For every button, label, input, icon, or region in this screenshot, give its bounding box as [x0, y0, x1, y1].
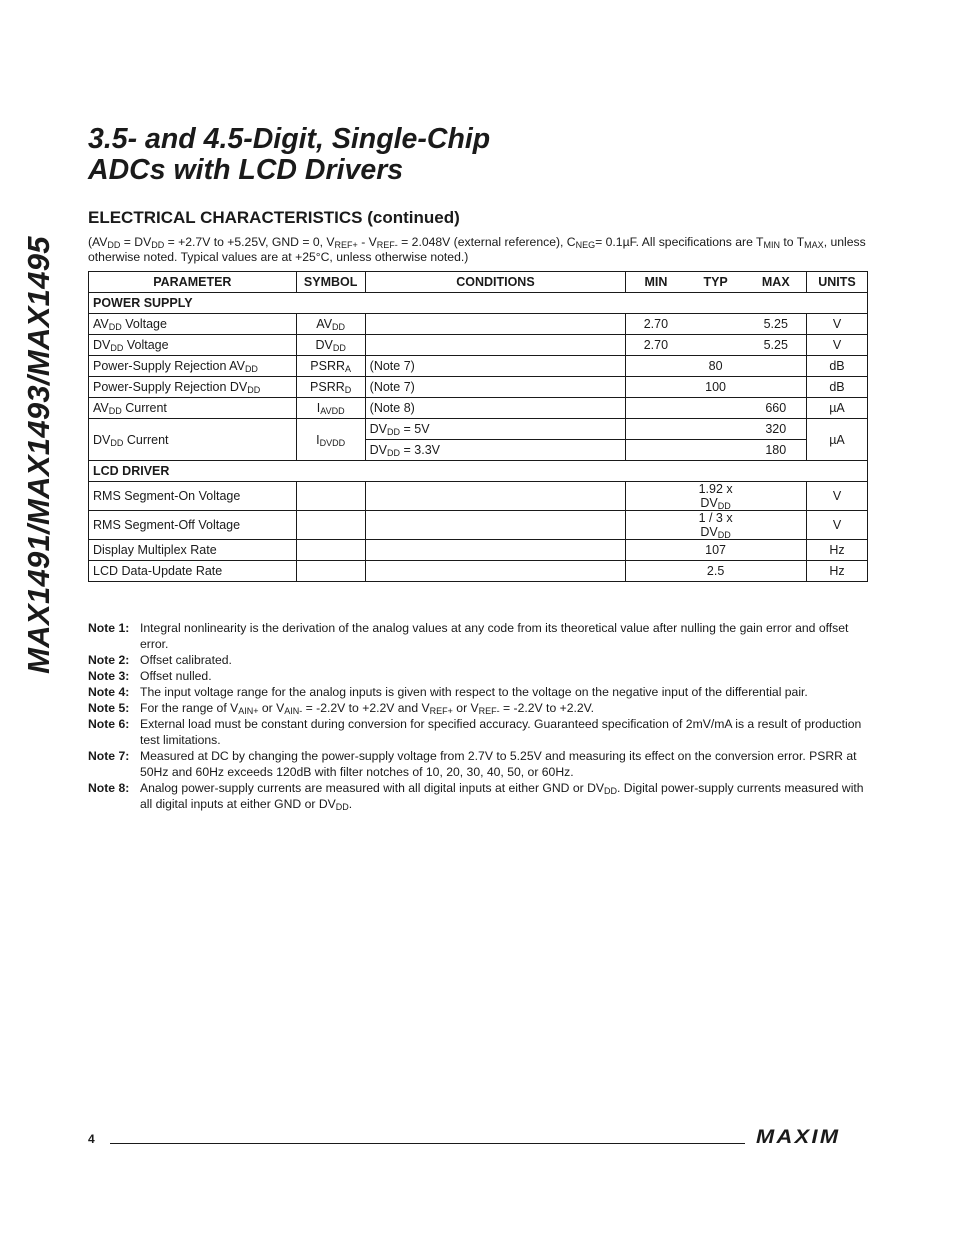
table-row	[89, 314, 868, 335]
min-cell	[626, 377, 686, 398]
param-cell: $DV_{DD}$ Voltage	[89, 335, 297, 356]
param-cell: Display Multiplex Rate	[89, 540, 297, 561]
min-cell: 2.70	[626, 335, 686, 356]
typ-cell	[686, 398, 746, 419]
max-cell: 5.25	[746, 335, 807, 356]
note-1: Note 1: Integral nonlinearity is the derivation of the analog values at any code from its theoretical value after nulling the gain error and offset error.	[88, 621, 849, 651]
param-cell: Power-Supply Rejection $AV_{DD}$	[89, 356, 297, 377]
table-row	[89, 377, 868, 398]
note-7: Note 7: Measured at DC by changing the power-supply voltage from 2.7V to 5.25V and measuring its effect on the conversion error. PSRR at 50Hz and 60Hz exceeds 120dB with filter notches of 10, 20, 30, 40, 50, or 60Hz.	[88, 749, 857, 779]
max-cell: 660	[746, 398, 807, 419]
min-cell	[626, 561, 686, 582]
units-cell: V	[806, 482, 867, 511]
typ-cell	[686, 440, 746, 461]
min-cell	[626, 511, 686, 540]
param-cell: $DV_{DD}$ Current	[89, 419, 297, 461]
min-cell	[626, 419, 686, 440]
section-row-lcd-driver: LCD DRIVER	[89, 461, 868, 482]
units-cell: Hz	[806, 561, 867, 582]
conditions-cell	[365, 314, 626, 335]
min-cell: 2.70	[626, 314, 686, 335]
units-cell: V	[806, 335, 867, 356]
table-row	[89, 511, 868, 540]
table-row	[89, 419, 868, 440]
test-conditions: ($AV_{DD} = DV_{DD} = +2.7V$ to +5.25V, GND = 0, $V_{REF+} - V_{REF-} = 2.048V$ (external reference), $C_{NEG}= 0.1\mu F$. All specifications are $T_{MIN}$ to $T_{MAX}$, unless otherwise noted. Typical values are at +25°C, unless otherwise noted.)	[88, 235, 866, 264]
min-cell	[626, 540, 686, 561]
header-min: MIN	[626, 272, 686, 293]
conditions-cell: (Note 8)	[365, 398, 626, 419]
param-cell: Power-Supply Rejection $DV_{DD}$	[89, 377, 297, 398]
units-cell: V	[806, 511, 867, 540]
max-cell	[746, 511, 807, 540]
title-line-2: ADCs with LCD Drivers	[88, 154, 404, 186]
page-number: 4	[88, 1132, 95, 1146]
param-cell: $AV_{DD}$ Voltage	[89, 314, 297, 335]
note-3: Note 3: Offset nulled.	[88, 669, 212, 683]
table-row	[89, 482, 868, 511]
units-cell: V	[806, 314, 867, 335]
symbol-cell	[296, 482, 365, 511]
conditions-cell: $DV_{DD} = 3.3V$	[365, 440, 626, 461]
max-cell: 180	[746, 440, 807, 461]
param-cell: RMS Segment-On Voltage	[89, 482, 297, 511]
typ-cell: 80	[686, 356, 746, 377]
table-row	[89, 335, 868, 356]
units-cell: µA	[806, 419, 867, 461]
conditions-cell	[365, 511, 626, 540]
header-conditions: CONDITIONS	[365, 272, 626, 293]
table-row	[89, 398, 868, 419]
header-parameter: PARAMETER	[89, 272, 297, 293]
conditions-cell	[365, 335, 626, 356]
note-8: Note 8: Analog power-supply currents are measured with all digital inputs at either GND or $DV_{DD}$. Digital power-supply currents measured with all digital inputs at either GND or $DV_{DD}$.	[88, 781, 864, 812]
conditions-cell	[365, 482, 626, 511]
symbol-cell	[296, 511, 365, 540]
param-cell: RMS Segment-Off Voltage	[89, 511, 297, 540]
max-cell	[746, 482, 807, 511]
max-cell: 320	[746, 419, 807, 440]
conditions-cell: (Note 7)	[365, 377, 626, 398]
typ-cell: 100	[686, 377, 746, 398]
max-cell	[746, 561, 807, 582]
symbol-cell: $I_{AVDD}$	[296, 398, 365, 419]
symbol-cell: $DV_{DD}$	[296, 335, 365, 356]
typ-cell: 107	[686, 540, 746, 561]
header-units: UNITS	[806, 272, 867, 293]
units-cell: dB	[806, 356, 867, 377]
units-cell: dB	[806, 377, 867, 398]
symbol-cell: $AV_{DD}$	[296, 314, 365, 335]
max-cell	[746, 356, 807, 377]
min-cell	[626, 482, 686, 511]
typ-cell	[686, 419, 746, 440]
max-cell: 5.25	[746, 314, 807, 335]
symbol-cell: $I_{DVDD}$	[296, 419, 365, 461]
min-cell	[626, 398, 686, 419]
note-4: Note 4: The input voltage range for the analog inputs is given with respect to the voltage on the negative input of the differential pair.	[88, 685, 808, 699]
units-cell: µA	[806, 398, 867, 419]
header-typ: TYP	[686, 272, 746, 293]
table-row	[89, 561, 868, 582]
typ-cell: 1.92 x $DV_{DD}$	[686, 482, 746, 511]
section-title: ELECTRICAL CHARACTERISTICS (continued)	[88, 208, 460, 227]
typ-cell	[686, 335, 746, 356]
max-cell	[746, 377, 807, 398]
symbol-cell	[296, 540, 365, 561]
header-max: MAX	[746, 272, 807, 293]
symbol-cell: $PSRR_A$	[296, 356, 365, 377]
title-line-1: 3.5- and 4.5-Digit, Single-Chip	[88, 123, 491, 155]
note-6: Note 6: External load must be constant during conversion for specified accuracy. Guaranteed specification of 2mV/mA is a result of production test limitations.	[88, 717, 862, 747]
section-row-power-supply: POWER SUPPLY	[89, 293, 868, 314]
conditions-cell: (Note 7)	[365, 356, 626, 377]
max-cell	[746, 540, 807, 561]
conditions-cell	[365, 561, 626, 582]
side-title-banner	[8, 210, 70, 700]
side-title: MAX1491/MAX1493/MAX1495	[21, 236, 56, 674]
symbol-cell: $PSRR_D$	[296, 377, 365, 398]
typ-cell: 2.5	[686, 561, 746, 582]
electrical-characteristics-table	[88, 271, 868, 582]
note-2: Note 2: Offset calibrated.	[88, 653, 232, 667]
header-symbol: SYMBOL	[296, 272, 365, 293]
page-footer	[88, 1127, 866, 1150]
table-header-row	[89, 272, 868, 293]
typ-cell: 1 / 3 x $DV_{DD}$	[686, 511, 746, 540]
table-row	[89, 540, 868, 561]
note-5: Note 5: For the range of $V_{AIN+}$ or $V_{AIN-} = -2.2V$ to +2.2V and $V_{REF+}$ or $V_{REF-} = -2.2V$ to +2.2V.	[88, 701, 595, 716]
typ-cell	[686, 314, 746, 335]
min-cell	[626, 440, 686, 461]
symbol-cell	[296, 561, 365, 582]
conditions-cell	[365, 540, 626, 561]
footer-rule	[110, 1143, 745, 1144]
notes-list	[88, 620, 878, 812]
maxim-logo: MAXIM	[756, 1127, 841, 1148]
units-cell: Hz	[806, 540, 867, 561]
conditions-cell: $DV_{DD} = 5V$	[365, 419, 626, 440]
table-row	[89, 356, 868, 377]
document-title	[88, 124, 788, 186]
param-cell: LCD Data-Update Rate	[89, 561, 297, 582]
param-cell: $AV_{DD}$ Current	[89, 398, 297, 419]
min-cell	[626, 356, 686, 377]
